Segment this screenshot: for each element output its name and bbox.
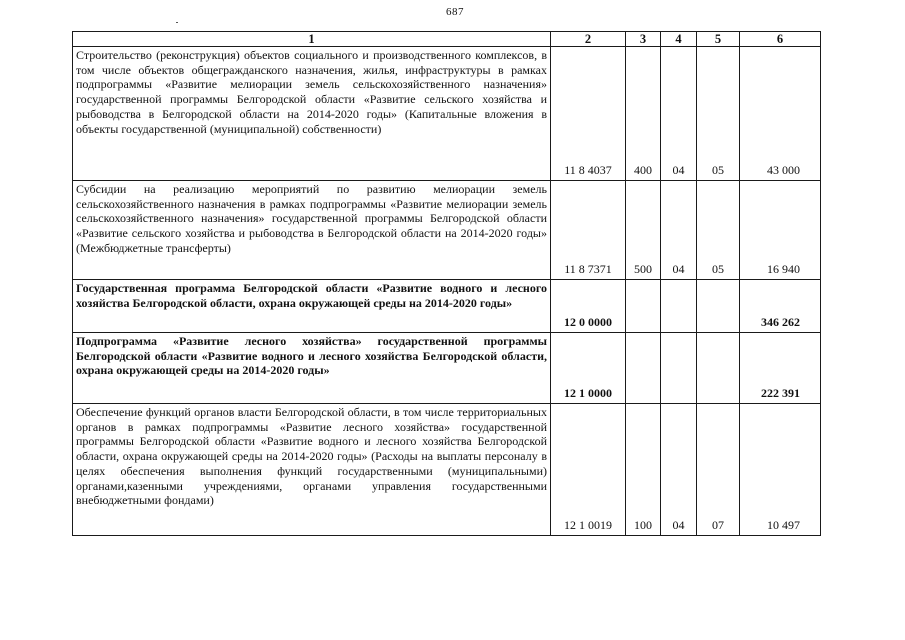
budget-table — [72, 31, 821, 536]
row-section: 04 — [661, 47, 697, 181]
row-description: Подпрограмма «Развитие лесного хозяйства» государственной программы Белгородской области «Развитие водного и лесного хозяйства Белгородской области, охрана окружающей среды на 2014-2020 годы» — [73, 333, 551, 404]
row-target-code: 12 1 0019 — [551, 404, 626, 536]
scan-speck — [176, 22, 178, 23]
header-col-4: 4 — [661, 32, 697, 47]
table-row — [73, 181, 821, 280]
header-row — [73, 32, 821, 47]
row-expense-type — [626, 280, 661, 333]
row-amount: 222 391 — [740, 333, 821, 404]
row-expense-type: 400 — [626, 47, 661, 181]
header-col-3: 3 — [626, 32, 661, 47]
row-section: 04 — [661, 404, 697, 536]
header-col-1: 1 — [73, 32, 551, 47]
row-amount: 16 940 — [740, 181, 821, 280]
header-col-5: 5 — [697, 32, 740, 47]
table-row — [73, 404, 821, 536]
row-description: Субсидии на реализацию мероприятий по развитию мелиорации земель сельскохозяйственного назначения в рамках подпрограммы «Развитие мелиорации земель сельскохозяйственного назначения» государственной программы Белгородской области «Развитие сельского хозяйства и рыбоводства в Белгородской области на 2014-2020 годы» (Межбюджетные трансферты) — [73, 181, 551, 280]
row-description: Государственная программа Белгородской области «Развитие водного и лесного хозяйства Белгородской области, охрана окружающей среды на 2014-2020 годы» — [73, 280, 551, 333]
table-row — [73, 333, 821, 404]
page-number: 687 — [446, 6, 464, 18]
row-expense-type: 100 — [626, 404, 661, 536]
row-expense-type — [626, 333, 661, 404]
row-section: 04 — [661, 181, 697, 280]
row-amount: 43 000 — [740, 47, 821, 181]
row-amount: 346 262 — [740, 280, 821, 333]
row-subsection: 05 — [697, 181, 740, 280]
row-section — [661, 280, 697, 333]
table-row — [73, 280, 821, 333]
row-target-code: 11 8 4037 — [551, 47, 626, 181]
row-subsection: 05 — [697, 47, 740, 181]
table-row — [73, 47, 821, 181]
row-description: Строительство (реконструкция) объектов социального и производственного комплексов, в том числе объектов общегражданского назначения, жилья, инфраструктуры в рамках подпрограммы «Развитие мелиорации земель сельскохозяйственного назначения» государственной программы Белгородской области «Развитие сельского хозяйства и рыбоводства в Белгородской области на 2014-2020 годы» (Капитальные вложения в объекты государственной (муниципальной) собственности) — [73, 47, 551, 181]
header-col-6: 6 — [740, 32, 821, 47]
row-description: Обеспечение функций органов власти Белгородской области, в том числе территориальных органов в рамках подпрограммы «Развитие лесного хозяйства» государственной программы Белгородской области «Развитие водного и лесного хозяйства Белгородской области, охрана окружающей среды на 2014-2020 годы» (Расходы на выплаты персоналу в целях обеспечения выполнения функций государственными (муниципальными) органами,казенными учреждениями, органами управления государственными внебюджетными фондами) — [73, 404, 551, 536]
row-target-code: 12 0 0000 — [551, 280, 626, 333]
row-target-code: 11 8 7371 — [551, 181, 626, 280]
row-amount: 10 497 — [740, 404, 821, 536]
header-col-2: 2 — [551, 32, 626, 47]
row-subsection — [697, 280, 740, 333]
row-target-code: 12 1 0000 — [551, 333, 626, 404]
row-expense-type: 500 — [626, 181, 661, 280]
row-subsection: 07 — [697, 404, 740, 536]
row-section — [661, 333, 697, 404]
row-subsection — [697, 333, 740, 404]
